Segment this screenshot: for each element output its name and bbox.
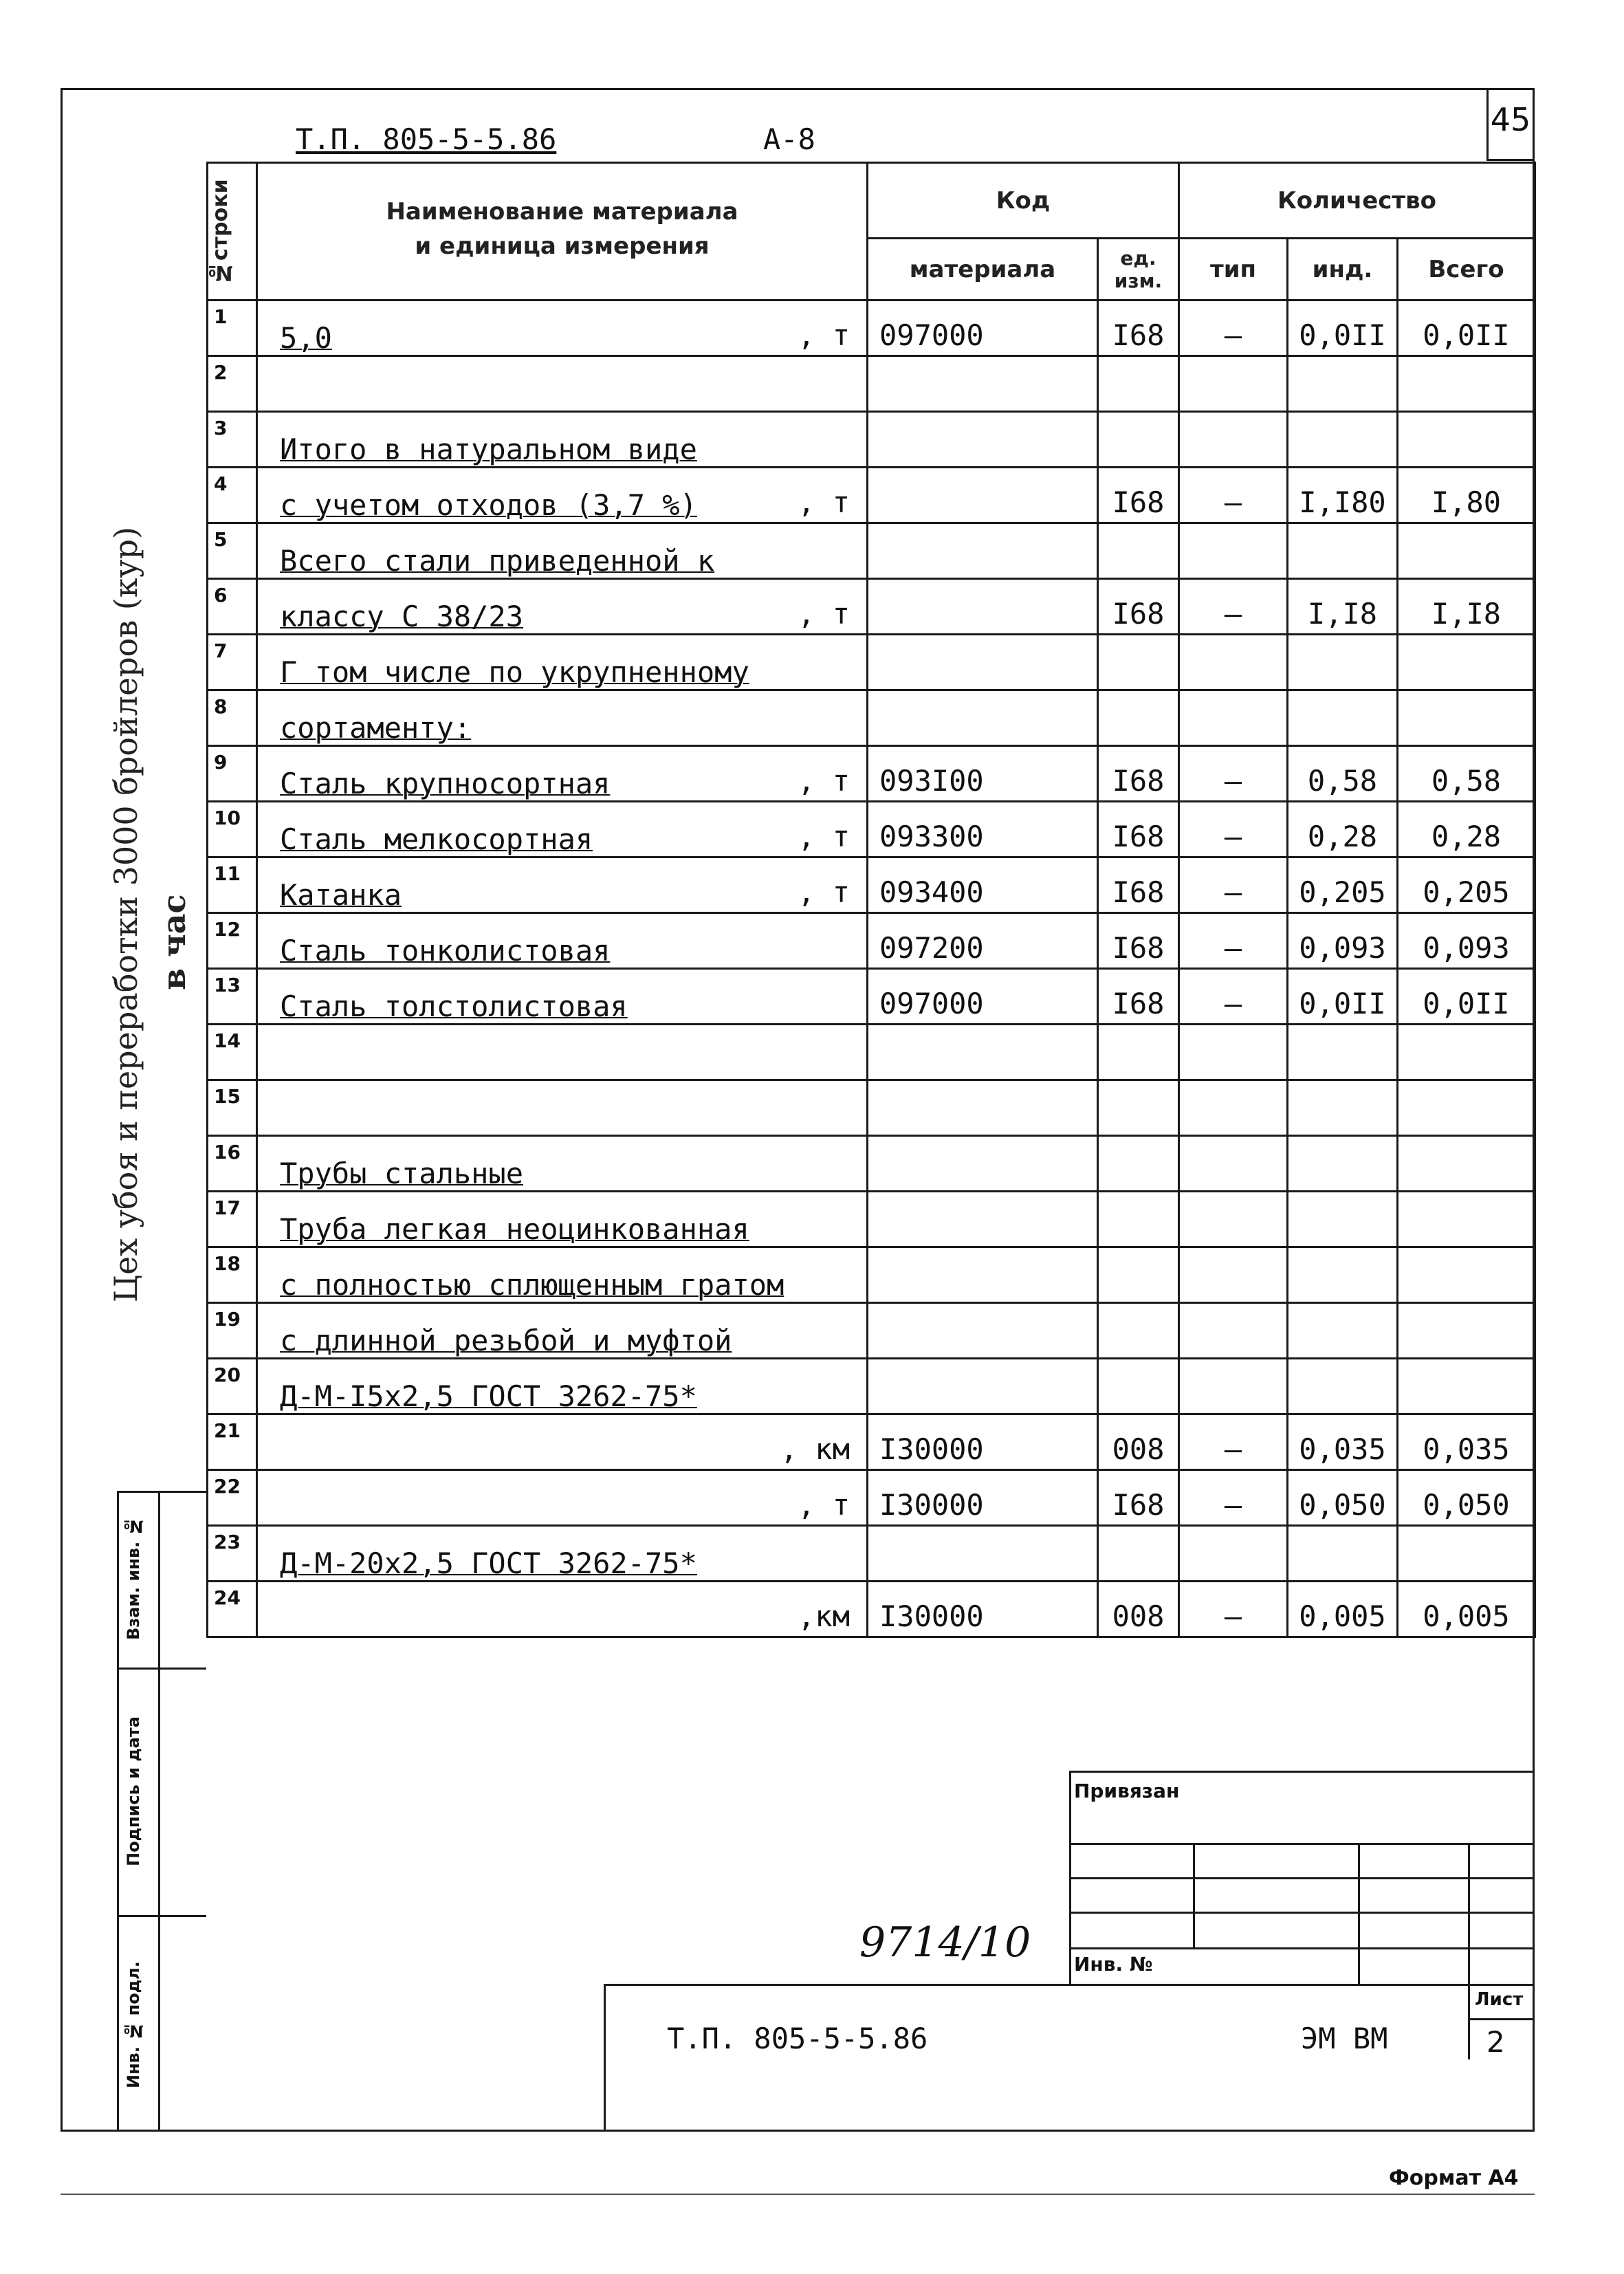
quantity-total	[1398, 1136, 1535, 1192]
quantity-total: 0,0II	[1398, 300, 1535, 356]
stamp-vzam-inv: Взам. инв. №	[124, 1516, 143, 1640]
material-code: 097000	[868, 300, 1098, 356]
quantity-type: –	[1179, 969, 1288, 1025]
table-row	[208, 523, 1535, 579]
material-name-text: Трубы стальные	[280, 1157, 524, 1190]
material-name-text: с длинной резьбой и муфтой	[280, 1324, 732, 1357]
material-name	[257, 802, 868, 857]
tb-border	[1193, 1843, 1195, 1947]
quantity-ind	[1288, 1025, 1398, 1080]
unit-code	[1098, 1080, 1179, 1136]
quantity-ind: 0,28	[1288, 802, 1398, 857]
table-row	[208, 1136, 1535, 1192]
row-number: 24	[208, 1582, 257, 1637]
material-name-text: 5,0	[280, 321, 332, 355]
quantity-ind: 0,005	[1288, 1582, 1398, 1637]
unit-code	[1098, 635, 1179, 690]
material-name	[257, 969, 868, 1025]
table-row	[208, 690, 1535, 746]
material-name	[257, 300, 868, 356]
quantity-ind	[1288, 690, 1398, 746]
material-name-text: Труба легкая неоцинкованная	[280, 1212, 749, 1246]
table-row	[208, 857, 1535, 913]
material-name-text: Д-М-20x2,5 ГОСТ 3262-75*	[280, 1546, 697, 1580]
quantity-type	[1179, 1080, 1288, 1136]
material-name-text: сортаменту:	[280, 711, 472, 745]
quantity-ind: 0,093	[1288, 913, 1398, 969]
quantity-ind: 0,0II	[1288, 969, 1398, 1025]
tb-doc-number: Т.П. 805-5-5.86	[667, 2022, 928, 2055]
materials-table	[206, 162, 1536, 1638]
quantity-type	[1179, 523, 1288, 579]
quantity-type: –	[1179, 579, 1288, 635]
table-row	[208, 1025, 1535, 1080]
material-unit: , т	[798, 764, 850, 798]
material-name	[257, 579, 868, 635]
quantity-type	[1179, 1303, 1288, 1359]
material-code	[868, 523, 1098, 579]
material-name	[257, 1359, 868, 1414]
row-number: 5	[208, 523, 257, 579]
header-doc-number: Т.П. 805-5-5.86	[296, 122, 557, 156]
table-row	[208, 1414, 1535, 1470]
footer-format: Формат А4	[1389, 2166, 1519, 2190]
unit-code: I68	[1098, 802, 1179, 857]
stamp-box-border	[117, 1668, 206, 1670]
tb-border	[1069, 1947, 1535, 1949]
quantity-ind	[1288, 1359, 1398, 1414]
quantity-type	[1179, 690, 1288, 746]
unit-code	[1098, 1136, 1179, 1192]
col-name-line1: Наименование материала	[386, 198, 738, 226]
quantity-total	[1398, 356, 1535, 412]
material-code	[868, 1080, 1098, 1136]
quantity-type	[1179, 1136, 1288, 1192]
material-name-text: Итого в натуральном виде	[280, 433, 697, 466]
col-row-number: №строки	[208, 163, 257, 300]
quantity-type	[1179, 1025, 1288, 1080]
material-name	[257, 1303, 868, 1359]
stamp-box-border	[117, 1491, 206, 1493]
row-number: 16	[208, 1136, 257, 1192]
material-code	[868, 1136, 1098, 1192]
table-row	[208, 1470, 1535, 1526]
quantity-total: 0,005	[1398, 1582, 1535, 1637]
unit-code: I68	[1098, 300, 1179, 356]
unit-code	[1098, 690, 1179, 746]
table-row	[208, 1303, 1535, 1359]
material-unit: , т	[798, 318, 850, 352]
handwritten-number: 9714/10	[859, 1918, 1031, 1967]
quantity-ind: 0,0II	[1288, 300, 1398, 356]
material-name-text: Г том числе по укрупненному	[280, 655, 749, 689]
tb-inv-no: Инв. №	[1074, 1953, 1153, 1976]
row-number: 11	[208, 857, 257, 913]
header-sheet-number: 45	[1486, 88, 1535, 161]
quantity-type	[1179, 1247, 1288, 1303]
material-code	[868, 635, 1098, 690]
quantity-total	[1398, 1359, 1535, 1414]
row-number: 15	[208, 1080, 257, 1136]
quantity-type: –	[1179, 300, 1288, 356]
material-code	[868, 356, 1098, 412]
row-number: 21	[208, 1414, 257, 1470]
table-row	[208, 1526, 1535, 1582]
row-number: 10	[208, 802, 257, 857]
material-name-text: Д-М-I5x2,5 ГОСТ 3262-75*	[280, 1379, 697, 1413]
material-unit: , т	[798, 597, 850, 631]
quantity-type: –	[1179, 1414, 1288, 1470]
table-row	[208, 1080, 1535, 1136]
material-name	[257, 523, 868, 579]
material-code: I30000	[868, 1470, 1098, 1526]
unit-code: I68	[1098, 746, 1179, 802]
row-number: 18	[208, 1247, 257, 1303]
material-name	[257, 913, 868, 969]
quantity-ind	[1288, 1526, 1398, 1582]
table-row	[208, 746, 1535, 802]
material-name	[257, 1192, 868, 1247]
col-type: тип	[1179, 239, 1288, 300]
quantity-total	[1398, 1303, 1535, 1359]
material-name	[257, 1582, 868, 1637]
unit-code: I68	[1098, 1470, 1179, 1526]
material-name	[257, 1025, 868, 1080]
material-unit: , км	[780, 1432, 850, 1466]
material-code: 097200	[868, 913, 1098, 969]
tb-sheet-value: 2	[1486, 2025, 1505, 2059]
quantity-total: 0,050	[1398, 1470, 1535, 1526]
row-number: 6	[208, 579, 257, 635]
row-number: 8	[208, 690, 257, 746]
quantity-total	[1398, 523, 1535, 579]
quantity-ind	[1288, 1192, 1398, 1247]
stamp-podpis-data: Подпись и дата	[124, 1716, 143, 1866]
quantity-ind	[1288, 1303, 1398, 1359]
material-code	[868, 690, 1098, 746]
unit-code	[1098, 412, 1179, 468]
tb-border	[604, 1984, 606, 2132]
material-name	[257, 1470, 868, 1526]
stamp-inv-podl: Инв. № подл.	[124, 1961, 143, 2089]
table-row	[208, 1582, 1535, 1637]
tb-border	[1069, 1843, 1535, 1845]
material-code	[868, 1192, 1098, 1247]
quantity-type: –	[1179, 468, 1288, 523]
quantity-total	[1398, 1192, 1535, 1247]
row-number: 14	[208, 1025, 257, 1080]
quantity-type	[1179, 412, 1288, 468]
col-quantity: Количество	[1179, 163, 1535, 239]
row-number: 2	[208, 356, 257, 412]
col-code: Код	[868, 163, 1179, 239]
table-row	[208, 802, 1535, 857]
tb-border	[1358, 1843, 1360, 1984]
unit-code	[1098, 356, 1179, 412]
quantity-ind: I,I8	[1288, 579, 1398, 635]
tb-border	[1468, 2018, 1535, 2020]
material-name-text: Сталь тонколистовая	[280, 934, 611, 967]
table-row	[208, 468, 1535, 523]
material-name	[257, 1414, 868, 1470]
material-name	[257, 635, 868, 690]
footer-rule	[61, 2194, 1535, 2195]
quantity-type	[1179, 1526, 1288, 1582]
material-name-text: с полностью сплющенным гратом	[280, 1268, 784, 1302]
material-unit: ,км	[798, 1599, 850, 1633]
quantity-total: I,I8	[1398, 579, 1535, 635]
tb-border	[604, 1984, 1535, 1986]
material-code	[868, 1247, 1098, 1303]
table-row	[208, 913, 1535, 969]
row-number: 3	[208, 412, 257, 468]
quantity-ind: 0,050	[1288, 1470, 1398, 1526]
quantity-type: –	[1179, 746, 1288, 802]
material-unit: , т	[798, 485, 850, 519]
material-name	[257, 690, 868, 746]
unit-code: I68	[1098, 969, 1179, 1025]
quantity-ind	[1288, 523, 1398, 579]
col-ind: инд.	[1288, 239, 1398, 300]
material-code	[868, 1303, 1098, 1359]
quantity-total	[1398, 635, 1535, 690]
material-unit: , т	[798, 875, 850, 909]
tb-mark: ЭМ ВМ	[1301, 2022, 1388, 2055]
quantity-total	[1398, 1247, 1535, 1303]
table-row	[208, 412, 1535, 468]
unit-code	[1098, 523, 1179, 579]
row-number: 9	[208, 746, 257, 802]
material-name	[257, 1136, 868, 1192]
material-name	[257, 1080, 868, 1136]
row-number: 19	[208, 1303, 257, 1359]
row-number: 23	[208, 1526, 257, 1582]
row-number: 20	[208, 1359, 257, 1414]
unit-code: 008	[1098, 1414, 1179, 1470]
table-row	[208, 969, 1535, 1025]
material-name-text: Всего стали приведенной к	[280, 544, 715, 578]
table-row	[208, 1247, 1535, 1303]
row-number: 17	[208, 1192, 257, 1247]
quantity-type	[1179, 1192, 1288, 1247]
quantity-ind	[1288, 1247, 1398, 1303]
material-code: 093400	[868, 857, 1098, 913]
quantity-type: –	[1179, 802, 1288, 857]
table-row	[208, 300, 1535, 356]
row-number: 1	[208, 300, 257, 356]
unit-code	[1098, 1192, 1179, 1247]
table-row	[208, 635, 1535, 690]
tb-border	[1069, 1912, 1535, 1914]
material-name	[257, 412, 868, 468]
material-name	[257, 746, 868, 802]
table-row	[208, 1192, 1535, 1247]
material-code: 097000	[868, 969, 1098, 1025]
col-material: материала	[868, 239, 1098, 300]
quantity-total	[1398, 412, 1535, 468]
quantity-ind	[1288, 412, 1398, 468]
material-code: I30000	[868, 1582, 1098, 1637]
unit-code: 008	[1098, 1582, 1179, 1637]
material-code: 093300	[868, 802, 1098, 857]
side-title-line1: Цех убоя и переработки 3000 бройлеров (кур)	[107, 527, 144, 1303]
material-code	[868, 1526, 1098, 1582]
quantity-total: 0,58	[1398, 746, 1535, 802]
side-title-line2: в час	[155, 894, 193, 990]
unit-code: I68	[1098, 857, 1179, 913]
material-code: I30000	[868, 1414, 1098, 1470]
col-name	[257, 163, 868, 300]
unit-code: I68	[1098, 579, 1179, 635]
row-number: 7	[208, 635, 257, 690]
quantity-ind: 0,58	[1288, 746, 1398, 802]
material-code: 093I00	[868, 746, 1098, 802]
quantity-total: 0,205	[1398, 857, 1535, 913]
material-name-text: классу С 38/23	[280, 600, 524, 633]
material-code	[868, 579, 1098, 635]
material-name-text: с учетом отходов (3,7 %)	[280, 488, 697, 522]
material-name-text: Сталь крупносортная	[280, 767, 611, 800]
row-number: 13	[208, 969, 257, 1025]
quantity-total	[1398, 1025, 1535, 1080]
tb-border	[1069, 1771, 1535, 1773]
quantity-ind: 0,035	[1288, 1414, 1398, 1470]
quantity-total	[1398, 690, 1535, 746]
quantity-type	[1179, 1359, 1288, 1414]
quantity-total	[1398, 1526, 1535, 1582]
tb-privyazan: Привязан	[1074, 1780, 1180, 1802]
unit-code: I68	[1098, 913, 1179, 969]
row-number: 22	[208, 1470, 257, 1526]
quantity-ind: I,I80	[1288, 468, 1398, 523]
quantity-total: 0,035	[1398, 1414, 1535, 1470]
material-name	[257, 356, 868, 412]
col-unit: ед. изм.	[1098, 239, 1179, 300]
col-name-line2: и единица измерения	[415, 232, 710, 260]
quantity-type	[1179, 635, 1288, 690]
unit-code	[1098, 1359, 1179, 1414]
quantity-total: 0,093	[1398, 913, 1535, 969]
tb-border	[1069, 1877, 1535, 1879]
quantity-ind	[1288, 1080, 1398, 1136]
quantity-total	[1398, 1080, 1535, 1136]
quantity-ind	[1288, 356, 1398, 412]
quantity-type: –	[1179, 1470, 1288, 1526]
row-number: 12	[208, 913, 257, 969]
material-name-text: Катанка	[280, 878, 402, 912]
quantity-type: –	[1179, 913, 1288, 969]
table-row	[208, 579, 1535, 635]
material-name	[257, 857, 868, 913]
tb-sheet-label: Лист	[1475, 1989, 1524, 2010]
col-total: Всего	[1398, 239, 1535, 300]
material-name	[257, 468, 868, 523]
table-row	[208, 1359, 1535, 1414]
quantity-ind: 0,205	[1288, 857, 1398, 913]
material-unit: , т	[798, 820, 850, 853]
material-code	[868, 1025, 1098, 1080]
stamp-box-border	[117, 1915, 206, 1917]
quantity-total: I,80	[1398, 468, 1535, 523]
unit-code	[1098, 1025, 1179, 1080]
stamp-box-border	[158, 1491, 160, 2132]
quantity-ind	[1288, 1136, 1398, 1192]
material-name-text: Сталь мелкосортная	[280, 822, 593, 856]
unit-code: I68	[1098, 468, 1179, 523]
header-album: А-8	[763, 122, 815, 156]
material-name	[257, 1247, 868, 1303]
quantity-total: 0,0II	[1398, 969, 1535, 1025]
stamp-box-border	[117, 1491, 119, 2132]
quantity-type: –	[1179, 857, 1288, 913]
quantity-type	[1179, 356, 1288, 412]
material-unit: , т	[798, 1488, 850, 1522]
unit-code	[1098, 1247, 1179, 1303]
material-code	[868, 1359, 1098, 1414]
quantity-total: 0,28	[1398, 802, 1535, 857]
material-name-text: Сталь толстолистовая	[280, 990, 628, 1023]
table-row	[208, 356, 1535, 412]
material-name	[257, 1526, 868, 1582]
tb-border	[1468, 1843, 1470, 2059]
unit-code	[1098, 1526, 1179, 1582]
unit-code	[1098, 1303, 1179, 1359]
row-number: 4	[208, 468, 257, 523]
quantity-type: –	[1179, 1582, 1288, 1637]
quantity-ind	[1288, 635, 1398, 690]
material-code	[868, 412, 1098, 468]
material-code	[868, 468, 1098, 523]
